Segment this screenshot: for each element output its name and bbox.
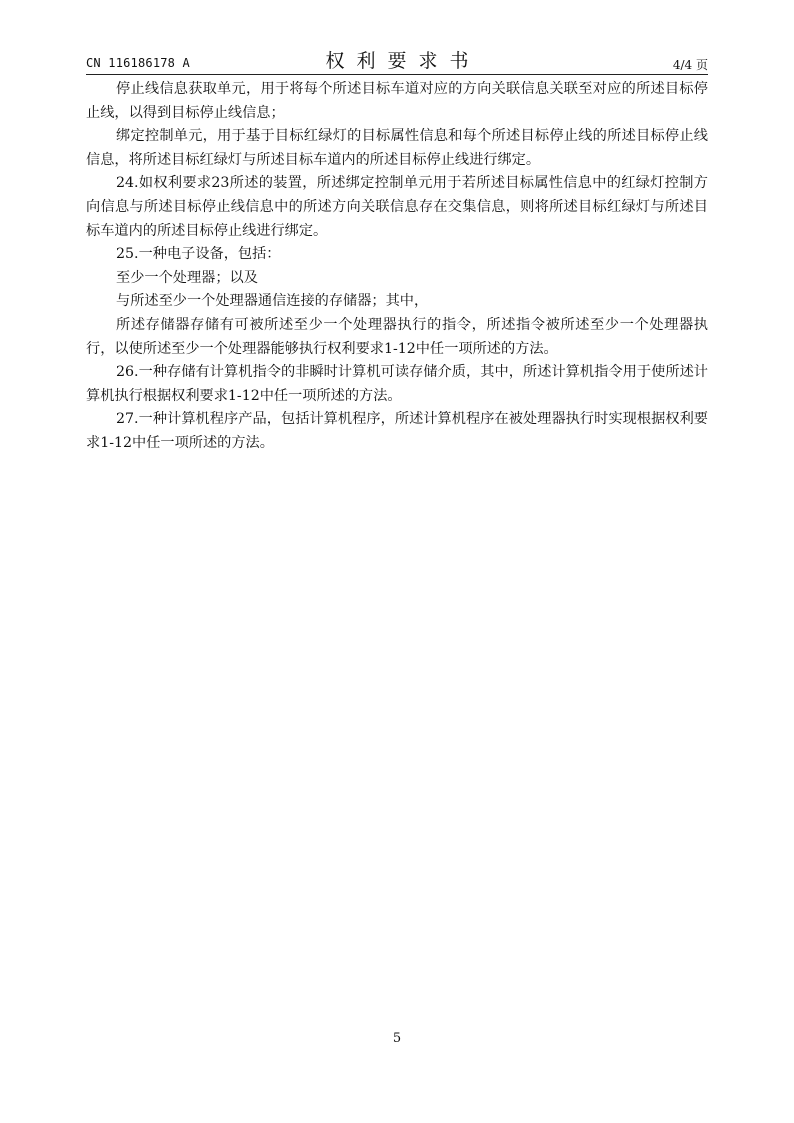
claim-paragraph: 与所述至少一个处理器通信连接的存储器；其中， xyxy=(116,293,429,310)
page-number: 5 xyxy=(392,1031,402,1046)
claim-paragraph: 至少一个处理器；以及 xyxy=(116,269,258,286)
page-label: 4/4 页 xyxy=(672,58,708,72)
claim-paragraph: 绑定控制单元，用于基于目标红绿灯的目标属性信息和每个所述目标停止线的所述目标停止线信息，将所述目标红绿灯与所述目标车道内的所述目标停止线进行绑定。 xyxy=(86,128,708,168)
claim-paragraph: 25.一种电子设备，包括： xyxy=(116,246,281,263)
page-header xyxy=(86,46,708,72)
claim-paragraph: 所述存储器存储有可被所述至少一个处理器执行的指令，所述指令被所述至少一个处理器执行，以使所述至少一个处理器能够执行权利要求1-12中任一项所述的方法。 xyxy=(86,316,708,357)
patent-number: CN 116186178 A xyxy=(86,56,190,70)
claim-paragraph: 停止线信息获取单元，用于将每个所述目标车道对应的方向关联信息关联至对应的所述目标停止线，以得到目标停止线信息； xyxy=(86,81,708,121)
claim-paragraph: 27.一种计算机程序产品，包括计算机程序，所述计算机程序在被处理器执行时实现根据权利要求1-12中任一项所述的方法。 xyxy=(86,411,708,451)
claims-body xyxy=(86,78,708,456)
claim-paragraph: 24.如权利要求23所述的装置，所述绑定控制单元用于若所述目标属性信息中的红绿灯控制方向信息与所述目标停止线信息中的所述方向关联信息存在交集信息，则将所述目标红绿灯与所述目标车道内的所述目标停止线进行绑定。 xyxy=(86,175,708,239)
header-divider xyxy=(86,74,708,75)
claim-paragraph: 26.一种存储有计算机指令的非瞬时计算机可读存储介质，其中，所述计算机指令用于使所述计算机执行根据权利要求1-12中任一项所述的方法。 xyxy=(86,364,708,404)
document-title: 权利要求书 xyxy=(325,50,481,72)
